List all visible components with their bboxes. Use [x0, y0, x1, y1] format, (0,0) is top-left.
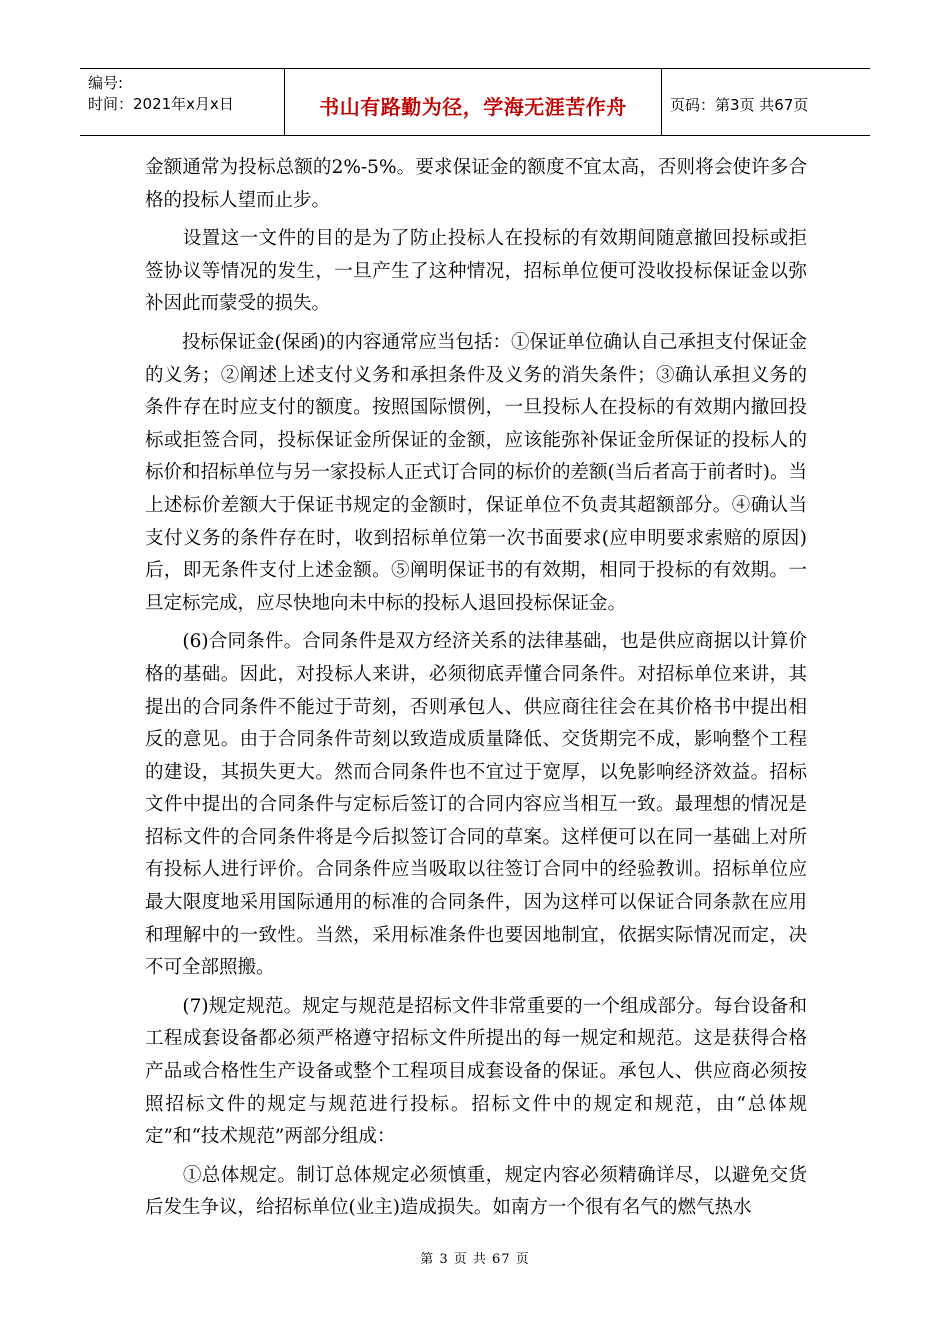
page-header: [80, 68, 870, 136]
paragraph: (6)合同条件。合同条件是双方经济关系的法律基础，也是供应商据以计算价格的基础。因此，对投标人来讲，必须彻底弄懂合同条件。对招标单位来讲，其提出的合同条件不能过于苛刻，否则承包人、供应商往往会在其价格书中提出相反的意见。由于合同条件苛刻以致造成质量降低、交货期完不成，影响整个工程的建设，其损失更大。然而合同条件也不宜过于宽厚，以免影响经济效益。招标文件中提出的合同条件与定标后签订的合同内容应当相互一致。最理想的情况是招标文件的合同条件将是今后拟签订合同的草案。这样便可以在同一基础上对所有投标人进行评价。合同条件应当吸取以往签订合同中的经验教训。招标单位应最大限度地采用国际通用的标准的合同条件，因为这样可以保证合同条款在应用和理解中的一致性。当然，采用标准条件也要因地制宜，依据实际情况而定，决不可全部照搬。: [145, 631, 807, 979]
header-meta: [80, 69, 285, 135]
header-page-info: 页码：第3页 共67页: [670, 95, 809, 114]
document-number-label: 编号:: [88, 74, 124, 92]
paragraph: 设置这一文件的目的是为了防止投标人在投标的有效期间随意撤回投标或拒签协议等情况的发生，一旦产生了这种情况，招标单位便可没收投标保证金以弥补因此而蒙受的损失。: [145, 228, 807, 315]
document-date-label: 时间：2021年x月x日: [88, 95, 234, 113]
header-motto: 书山有路勤为径，学海无涯苦作舟: [319, 94, 627, 119]
paragraph: 金额通常为投标总额的2%-5%。要求保证金的额度不宜太高，否则将会使许多合格的投标人望而止步。: [145, 157, 807, 211]
document-body: [145, 152, 807, 1231]
header-motto-cell: [285, 69, 662, 135]
paragraph: (7)规定规范。规定与规范是招标文件非常重要的一个组成部分。每台设备和工程成套设备都必须严格遵守招标文件所提出的每一规定和规范。这是获得合格产品或合格性生产设备或整个工程项目成套设备的保证。承包人、供应商必须按照招标文件的规定与规范进行投标。招标文件中的规定和规范，由“总体规定”和“技术规范”两部分组成：: [145, 995, 807, 1148]
paragraph: ①总体规定。制订总体规定必须慎重，规定内容必须精确详尽，以避免交货后发生争议，给招标单位(业主)造成损失。如南方一个很有名气的燃气热水: [145, 1164, 807, 1219]
paragraph: 投标保证金(保函)的内容通常应当包括：①保证单位确认自己承担支付保证金的义务；②阐述上述支付义务和承担条件及义务的消失条件；③确认承担义务的条件存在时应支付的额度。按照国际惯例，一旦投标人在投标的有效期内撤回投标或拒签合同，投标保证金所保证的金额，应该能弥补保证金所保证的投标人的标价和招标单位与另一家投标人正式订合同的标价的差额(当后者高于前者时)。当上述标价差额大于保证书规定的金额时，保证单位不负责其超额部分。④确认当支付义务的条件存在时，收到招标单位第一次书面要求(应申明要求索赔的原因)后，即无条件支付上述金额。⑤阐明保证书的有效期，相同于投标的有效期。一旦定标完成，应尽快地向未中标的投标人退回投标保证金。: [145, 331, 807, 614]
page-footer: 第 3 页 共 67 页: [420, 1252, 530, 1267]
